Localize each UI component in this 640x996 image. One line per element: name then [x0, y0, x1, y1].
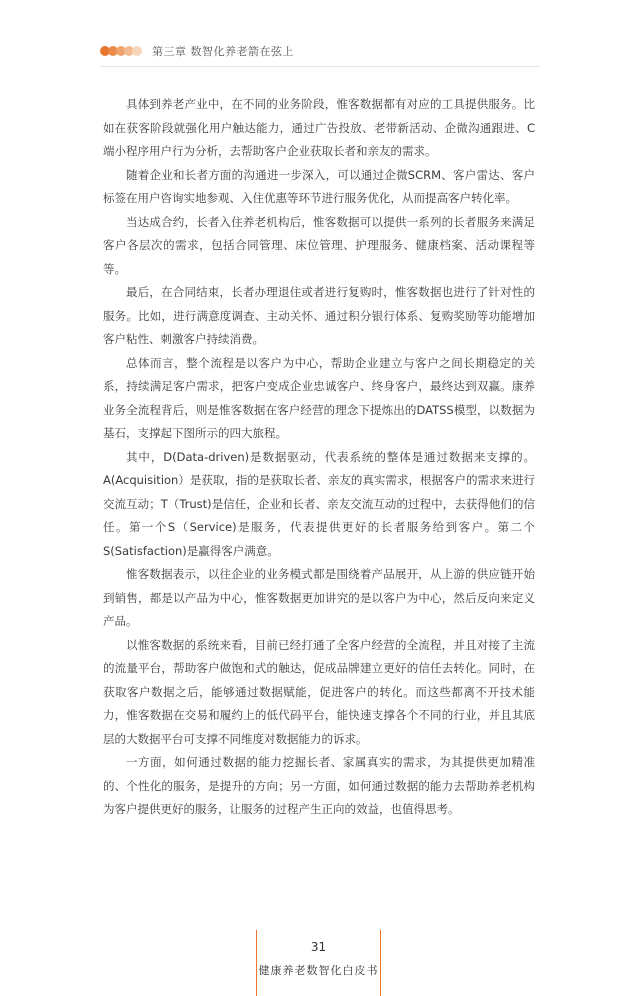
- paragraph: 其中，D(Data-driven)是数据驱动，代表系统的整体是通过数据来支撑的。A(Acquisition）是获取，指的是获取长者、亲友的真实需求，根据客户的需求来进行交流互动；T（Trust)是信任，企业和长者、亲友交流互动的过程中，去获得他们的信任。第一个S（Service)是服务，代表提供更好的长者服务给到客户。第二个S(Satisfaction)是赢得客户满意。: [103, 449, 535, 558]
- dot-icon: [132, 46, 142, 56]
- header-divider: [100, 66, 540, 67]
- body-text: [103, 93, 535, 822]
- paragraph: 惟客数据表示，以往企业的业务模式都是围绕着产品展开，从上游的供应链开始到销售，都是以产品为中心，惟客数据更加讲究的是以客户为中心，然后反向来定义产品。: [103, 567, 535, 628]
- paragraph: 以惟客数据的系统来看，目前已经打通了全客户经营的全流程，并且对接了主流的流量平台，帮助客户做饱和式的触达，促成品牌建立更好的信任去转化。同时，在获取客户数据之后，能够通过数据赋能，促进客户的转化。而这些都离不开技术能力，惟客数据在交易和履约上的低代码平台，能快速支撑各个不同的行业，并且其底层的大数据平台可支撑不同维度对数据能力的诉求。: [103, 637, 535, 746]
- paragraph: 具体到养老产业中，在不同的业务阶段，惟客数据都有对应的工具提供服务。比如在获客阶段就强化用户触达能力，通过广告投放、老带新活动、企微沟通跟进、C端小程序用户行为分析，去帮助客户企业获取长者和亲友的需求。: [103, 97, 535, 158]
- running-header: [100, 41, 294, 61]
- chapter-title: 第三章 数智化养老箭在弦上: [152, 45, 294, 58]
- book-title: 健康养老数智化白皮书: [258, 964, 379, 977]
- paragraph: 一方面，如何通过数据的能力挖掘长者、家属真实的需求，为其提供更加精准的、个性化的服务，是提升的方向；另一方面，如何通过数据的能力去帮助养老机构为客户提供更好的服务，让服务的过程产生正向的效益，也值得思考。: [103, 755, 535, 816]
- paragraph: 随着企业和长者方面的沟通进一步深入，可以通过企微SCRM、客户雷达、客户标签在用户咨询实地参观、入住优惠等环节进行服务优化，从而提高客户转化率。: [103, 167, 535, 205]
- decorative-dots: [100, 46, 140, 56]
- paragraph: 最后，在合同结束，长者办理退住或者进行复购时，惟客数据也进行了针对性的服务。比如，进行满意度调查、主动关怀、通过积分银行体系、复购奖励等功能增加客户粘性、刺激客户持续消费。: [103, 285, 535, 346]
- paragraph: 总体而言，整个流程是以客户为中心，帮助企业建立与客户之间长期稳定的关系，持续满足客户需求，把客户变成企业忠诚客户、终身客户，最终达到双赢。康养业务全流程背后，则是惟客数据在客户经营的理念下提炼出的DATSS模型，以数据为基石，支撑起下图所示的四大旅程。: [103, 355, 535, 440]
- paragraph: 当达成合约，长者入住养老机构后，惟客数据可以提供一系列的长者服务来满足客户各层次的需求，包括合同管理、床位管理、护理服务、健康档案、活动课程等等。: [103, 214, 535, 276]
- page-number: 31: [310, 940, 327, 954]
